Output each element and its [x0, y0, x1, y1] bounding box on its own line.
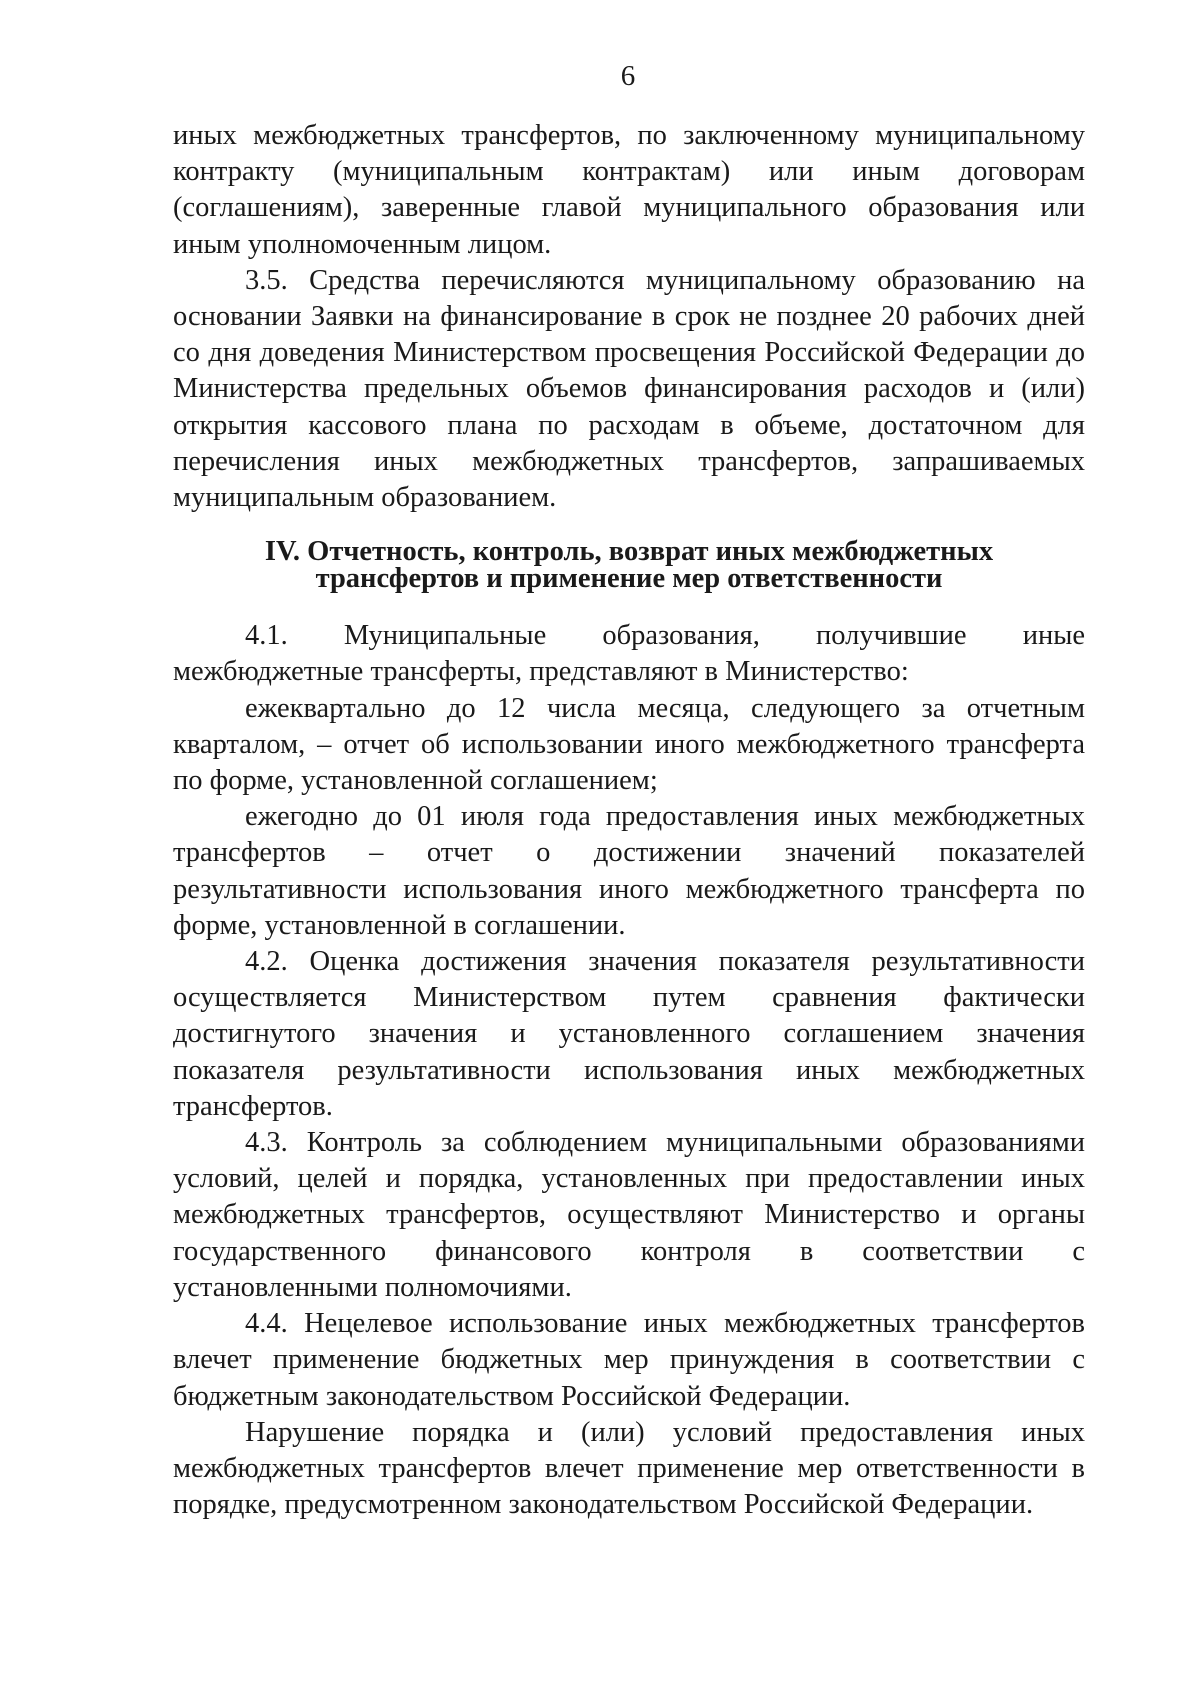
paragraph-4-1: 4.1. Муниципальные образования, получившие иные межбюджетные трансферты, представляют в Министерство:	[173, 620, 1085, 688]
paragraph-4-2: 4.2. Оценка достижения значения показателя результативности осуществляется Министерством путем сравнения фактически достигнутого значения и установленного соглашением значения показателя результативности использования иных межбюджетных трансфертов.	[173, 946, 1085, 1122]
paragraph-violation: Нарушение порядка и (или) условий предоставления иных межбюджетных трансфертов влечет применение мер ответственности в порядке, предусмотренном законодательством Российской Федерации.	[173, 1416, 1085, 1521]
paragraph-annual-report: ежегодно до 01 июля года предоставления иных межбюджетных трансфертов – отчет о достижении значений показателей результативности использования иного межбюджетного трансферта по форме, установленной в соглашении.	[173, 801, 1085, 941]
paragraph-quarterly-report: ежеквартально до 12 числа месяца, следующего за отчетным кварталом, – отчет об использовании иного межбюджетного трансферта по форме, установленной соглашением;	[173, 692, 1085, 797]
paragraph-3-5: 3.5. Средства перечисляются муниципальному образованию на основании Заявки на финансирование в срок не позднее 20 рабочих дней со дня доведения Министерством просвещения Российской Федерации до Министерства предельных объемов финансирования расходов и (или) открытия кассового плана по расходам в объеме, достаточном для перечисления иных межбюджетных трансфертов, запрашиваемых муниципальным образованием.	[173, 264, 1085, 514]
section-heading	[173, 536, 1085, 595]
document-body	[173, 118, 1085, 1523]
section-heading-line-2: трансфертов и применение мер ответственности	[315, 563, 943, 595]
paragraph-4-3: 4.3. Контроль за соблюдением муниципальными образованиями условий, целей и порядка, установленных при предоставлении иных межбюджетных трансфертов, осуществляют Министерство и органы государственного финансового контроля в соответствии с установленными полномочиями.	[173, 1127, 1085, 1303]
page-number: 6	[620, 60, 636, 92]
section-heading-line-1: IV. Отчетность, контроль, возврат иных межбюджетных	[264, 536, 994, 568]
paragraph-4-4: 4.4. Нецелевое использование иных межбюджетных трансфертов влечет применение бюджетных мер принуждения в соответствии с бюджетным законодательством Российской Федерации.	[173, 1308, 1085, 1412]
paragraph-continuation: иных межбюджетных трансфертов, по заключенному муниципальному контракту (муниципальным контрактам) или иным договорам (соглашениям), заверенные главой муниципального образования или иным уполномоченным лицом.	[173, 120, 1085, 260]
